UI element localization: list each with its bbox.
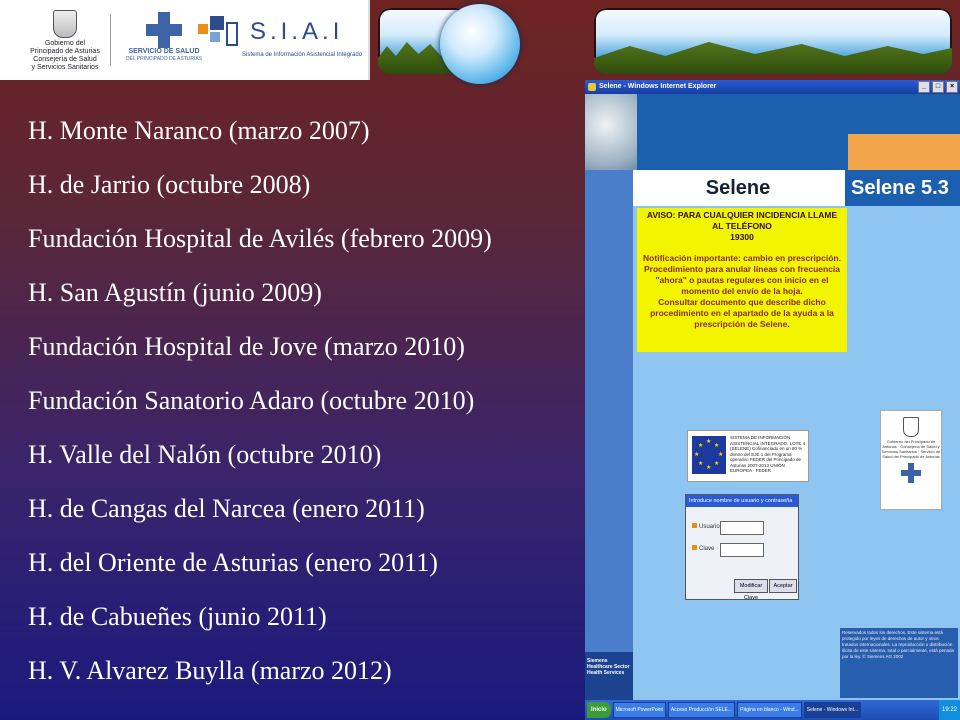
taskbar-item[interactable]: Selene - Windows Int...: [804, 702, 861, 718]
left-sidebar: [585, 94, 633, 700]
siai-logo: [192, 10, 362, 74]
notice-box: AVISO: PARA CUALQUIER INCIDENCIA LLAME AL TELÉFONO 19300 Notificación importante: cambio en prescripción. Procedimiento para anular líneas con frecuencia "ahora" o pautas regulares con inicio en el momento del envío de la hoja. Consultar documento que describe dicho procedimiento en el apartado de la ayuda a la prescripción de Selene.: [637, 208, 847, 352]
accept-button[interactable]: Aceptar: [769, 579, 797, 593]
sespa-logo: SERVICIO DE SALUD DEL PRINCIPADO DE ASTURIAS: [114, 12, 214, 72]
start-button[interactable]: Inicio: [587, 702, 611, 718]
siai-square-icon: [198, 24, 208, 34]
user-label: Usuario: [699, 524, 720, 530]
login-panel: [685, 494, 799, 600]
app-version: Selene 5.3: [845, 170, 960, 206]
app-title-row: [633, 170, 960, 206]
baby-photo: [585, 94, 637, 170]
hospital-list: [28, 111, 492, 705]
ie-icon: [588, 83, 596, 91]
siai-title: S.I.A.I: [250, 18, 344, 45]
username-input[interactable]: [720, 521, 764, 535]
taskbar-item[interactable]: Microsoft PowerPoint: [613, 702, 666, 718]
eu-flag-icon: ★ ★ ★ ★ ★ ★ ★ ★: [692, 436, 726, 474]
modify-password-button[interactable]: Modificar Clave: [734, 579, 768, 593]
minimize-button[interactable]: _: [918, 81, 930, 93]
logo-divider: [110, 14, 111, 66]
asturias-crest-icon: [53, 10, 77, 38]
list-item: H. de Jarrio (octubre 2008): [28, 170, 311, 199]
sespa-cross-icon: [144, 12, 184, 48]
list-item: H. de Cangas del Narcea (enero 2011): [28, 494, 425, 523]
list-item: H. del Oriente de Asturias (enero 2011): [28, 548, 438, 577]
taskbar-item[interactable]: Página en blanco - Wind...: [737, 702, 802, 718]
eu-feder-box: ★ ★ ★ ★ ★ ★ ★ ★ SISTEMA DE INFORMACIÓN ASISTENCIAL INTEGRADO, LOTE 4 (SELENE) Cofinanciado en un 80 % dentro del EJE 1 del Programa operativo FEDER del Principado de Asturias 2007-2013 UNIÓN EUROPEA - FEDER: [687, 430, 809, 482]
list-item: H. Monte Naranco (marzo 2007): [28, 116, 370, 145]
login-header: Introduce nombre de usuario y contraseña: [686, 495, 798, 507]
selene-screenshot: [585, 80, 960, 720]
password-input[interactable]: [720, 543, 764, 557]
list-item: H. Valle del Nalón (octubre 2010): [28, 440, 382, 469]
taskbar: [585, 700, 960, 720]
maximize-button[interactable]: □: [932, 81, 944, 93]
list-item: Fundación Hospital de Jove (marzo 2010): [28, 332, 465, 361]
list-item: Fundación Sanatorio Adaro (octubre 2010): [28, 386, 475, 415]
list-item: H. San Agustín (junio 2009): [28, 278, 322, 307]
crest-icon: [903, 417, 919, 437]
browser-title-bar: [585, 80, 960, 94]
gobierno-asturias-logo: Gobierno del Principado de Asturias Consejería de Salud y Servicios Sanitarios: [26, 10, 104, 72]
landscape-banner-right: [594, 8, 952, 74]
globe-icon: [440, 4, 520, 84]
sespa-cross-icon: [901, 463, 921, 483]
password-label: Clave: [699, 546, 715, 552]
rights-text: Reservados todos los derechos. Este sistema está protegido por leyes de derechos de autor y otros tratados internacionales. La reproducción o distribución ilícita de este sistema, total o parcialmente, está penada por la ley. © Siemens AG 2002: [840, 628, 958, 698]
app-title: Selene: [705, 177, 771, 199]
list-item: H. V. Alvarez Buylla (marzo 2012): [28, 656, 392, 685]
gobierno-box: Gobierno del Principado de Asturias · Consejería de Salud y Servicios Sanitarios · Servicio de Salud del Principado de Asturias: [880, 410, 942, 510]
close-button[interactable]: ×: [946, 81, 958, 93]
siemens-label: Siemens Healthcare Sector Health Services: [585, 652, 633, 700]
window-title: Selene - Windows Internet Explorer: [599, 83, 717, 90]
list-item: H. de Cabueñes (junio 2011): [28, 602, 327, 631]
taskbar-clock: 19:22: [939, 700, 960, 720]
orange-block: [848, 134, 960, 170]
siai-subtitle: Sistema de Información Asistencial Integrado: [242, 52, 363, 58]
header-logos: [0, 0, 370, 80]
list-item: Fundación Hospital de Avilés (febrero 2009): [28, 224, 492, 253]
taskbar-item[interactable]: Acceso Producción SELE...: [668, 702, 735, 718]
